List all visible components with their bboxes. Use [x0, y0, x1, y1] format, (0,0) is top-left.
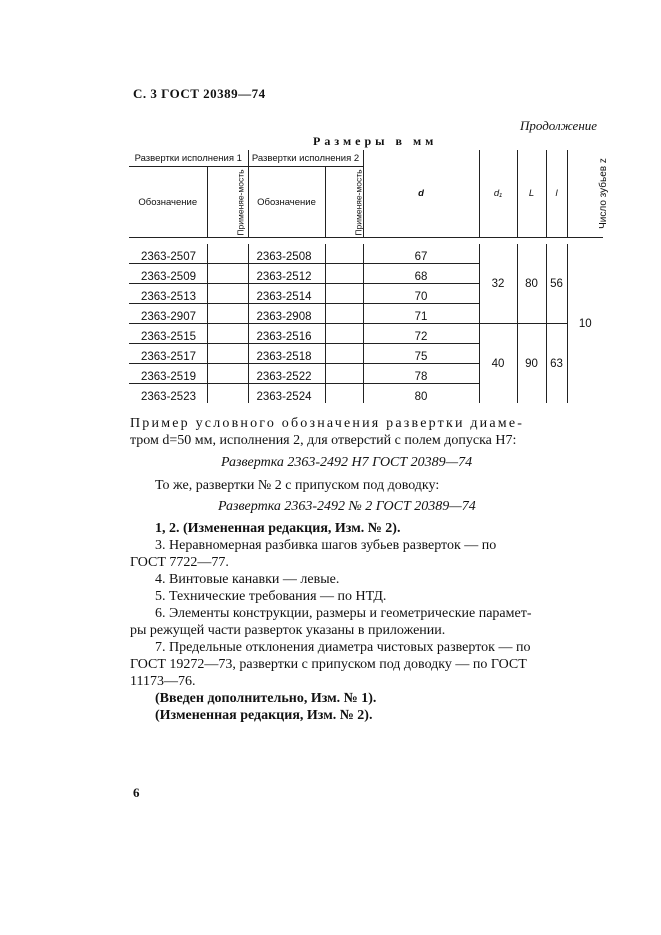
designation-example-2: Развертка 2363-2492 № 2 ГОСТ 20389—74: [218, 499, 476, 514]
col-application2-header: [325, 167, 363, 238]
application2-cell: [325, 284, 363, 304]
d-cell: 78: [363, 364, 479, 384]
application2-cell: [325, 304, 363, 324]
application1-cell: [207, 384, 248, 404]
application2-cell: [325, 264, 363, 284]
col-d1-header: d₁: [479, 150, 517, 238]
application1-cell: [207, 364, 248, 384]
code1-cell: 2363-2523: [129, 384, 207, 404]
d-cell: 72: [363, 324, 479, 344]
code2-cell: 2363-2524: [248, 384, 325, 404]
application1-label: Применяе-мость: [235, 168, 246, 236]
col-application1-header: [207, 167, 248, 238]
application2-label: Применяе-мость: [353, 168, 364, 236]
code2-cell: 2363-2522: [248, 364, 325, 384]
application1-cell: [207, 244, 248, 264]
code1-cell: 2363-2507: [129, 244, 207, 264]
example-line2: тром d=50 мм, исполнения 2, для отверстий с полем допуска H7:: [130, 433, 517, 448]
application2-cell: [325, 384, 363, 404]
col-L-header: L: [517, 150, 546, 238]
L-group-b: 90: [517, 324, 546, 404]
d-cell: 67: [363, 244, 479, 264]
code1-cell: 2363-2517: [129, 344, 207, 364]
application2-cell: [325, 244, 363, 264]
col-d-header: d: [363, 150, 479, 238]
col-designation2-header: Обозначение: [248, 167, 325, 238]
item-7-line2: ГОСТ 19272—73, развертки с припуском под доводку — по ГОСТ: [130, 657, 527, 672]
application1-cell: [207, 284, 248, 304]
application1-cell: [207, 344, 248, 364]
example-title: Пример условного обозначения развертки диаме-: [130, 416, 525, 431]
table-row: [129, 324, 603, 344]
d-cell: 70: [363, 284, 479, 304]
col-designation1-header: Обозначение: [129, 167, 207, 238]
d-cell: 71: [363, 304, 479, 324]
item-5: 5. Технические требования — по НТД.: [155, 589, 387, 604]
group2-header: Развертки исполнения 2: [248, 150, 363, 167]
continuation-label: Продолжение: [520, 118, 598, 133]
teeth-value: 10: [578, 317, 592, 330]
application2-cell: [325, 364, 363, 384]
item-7-line1: 7. Предельные отклонения диаметра чистовых разверток — по: [155, 640, 531, 655]
application1-cell: [207, 324, 248, 344]
d-cell: 68: [363, 264, 479, 284]
code1-cell: 2363-2513: [129, 284, 207, 304]
l-group-a: 56: [546, 244, 567, 324]
code1-cell: 2363-2519: [129, 364, 207, 384]
application1-cell: [207, 304, 248, 324]
dimensions-table: [129, 150, 609, 403]
code2-cell: 2363-2514: [248, 284, 325, 304]
code1-cell: 2363-2515: [129, 324, 207, 344]
application2-cell: [325, 324, 363, 344]
code2-cell: 2363-2518: [248, 344, 325, 364]
item-1-2: 1, 2. (Измененная редакция, Изм. № 2).: [155, 521, 401, 536]
note-added: (Введен дополнительно, Изм. № 1).: [155, 691, 377, 706]
item-6-line1: 6. Элементы конструкции, размеры и геометрические парамет-: [155, 606, 532, 621]
col-teeth-header: [567, 150, 609, 238]
item-3-line1: 3. Неравномерная разбивка шагов зубьев разверток — по: [155, 538, 497, 553]
code2-cell: 2363-2508: [248, 244, 325, 264]
L-group-a: 80: [517, 244, 546, 324]
item-6-line2: ры режущей части разверток указаны в приложении.: [130, 623, 446, 638]
page-number: 6: [133, 785, 140, 800]
same-line: То же, развертки № 2 с припуском под доводку:: [155, 478, 440, 493]
code1-cell: 2363-2907: [129, 304, 207, 324]
d1-group-a: 32: [479, 244, 517, 324]
teeth-label: Число зубьев z: [597, 158, 609, 229]
code1-cell: 2363-2509: [129, 264, 207, 284]
l-group-b: 63: [546, 324, 567, 404]
item-3-line2: ГОСТ 7722—77.: [130, 555, 229, 570]
note-revised: (Измененная редакция, Изм. № 2).: [155, 708, 373, 723]
code2-cell: 2363-2512: [248, 264, 325, 284]
col-l-header: l: [546, 150, 567, 238]
designation-example-1: Развертка 2363-2492 H7 ГОСТ 20389—74: [221, 455, 473, 470]
d1-group-b: 40: [479, 324, 517, 404]
code2-cell: 2363-2516: [248, 324, 325, 344]
code2-cell: 2363-2908: [248, 304, 325, 324]
application2-cell: [325, 344, 363, 364]
group1-header: Развертки исполнения 1: [129, 150, 248, 167]
item-4: 4. Винтовые канавки — левые.: [155, 572, 340, 587]
d-cell: 80: [363, 384, 479, 404]
application1-cell: [207, 264, 248, 284]
table-caption: Размеры в мм: [313, 134, 438, 148]
page-header: С. 3 ГОСТ 20389—74: [133, 86, 266, 101]
d-cell: 75: [363, 344, 479, 364]
item-7-line3: 11173—76.: [130, 674, 196, 689]
table-row: [129, 244, 603, 264]
